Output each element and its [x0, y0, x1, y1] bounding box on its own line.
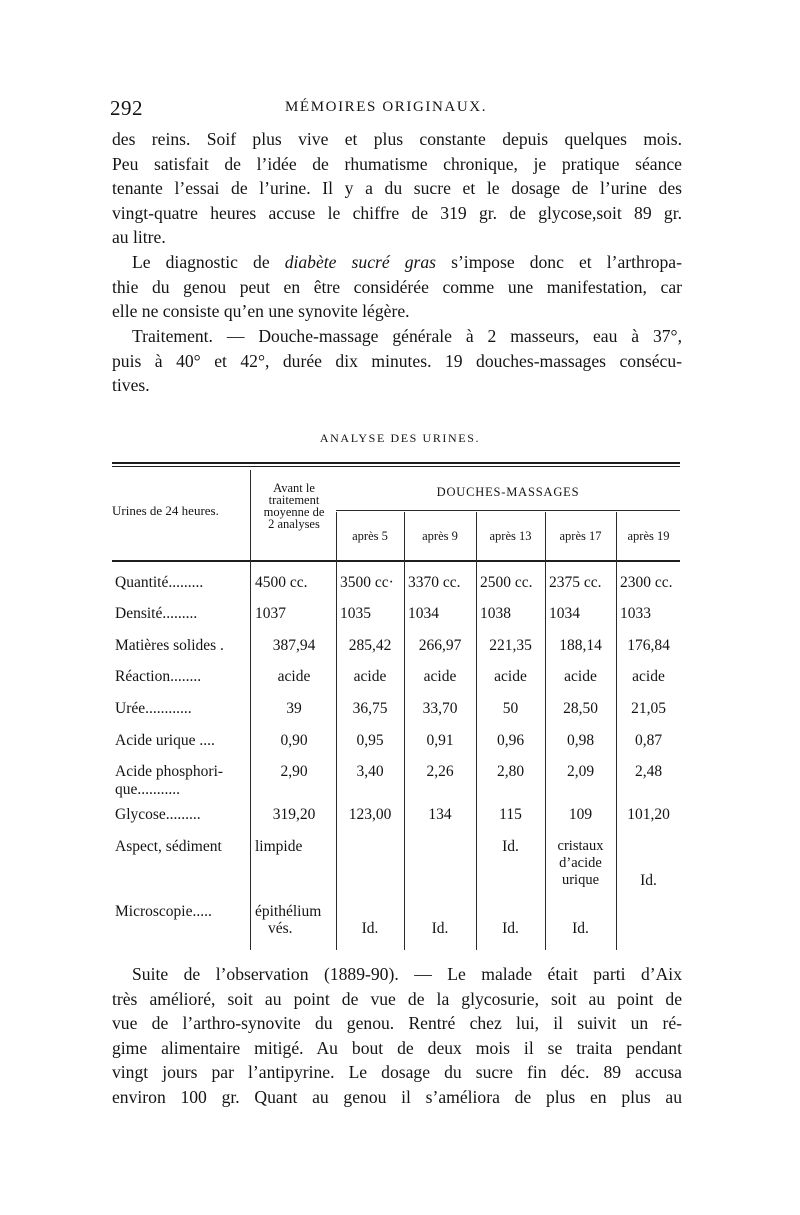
column-header: après 19 — [627, 529, 670, 543]
table-cell: urique — [561, 872, 600, 888]
table-cell: vés. — [268, 920, 293, 937]
table-cell: épithélium — [255, 903, 322, 920]
text-line: Peu satisfait de l’idée de rhumatisme chronique, je pratique séance — [112, 153, 682, 174]
table-cell: acide — [494, 668, 527, 685]
table-cell: 28,50 — [563, 700, 598, 717]
group-header: DOUCHES-MASSAGES — [436, 485, 580, 499]
row-label: Acide phosphori- — [115, 763, 224, 780]
before-treatment-header — [252, 482, 336, 530]
table-cell: 0,98 — [566, 732, 595, 749]
paragraph-3 — [112, 324, 682, 398]
text-run: Le diagnostic de — [132, 252, 285, 272]
text-line — [112, 250, 682, 275]
text-line: thie du genou peut en être considérée comme une manifestation, car — [112, 276, 682, 297]
table-cell: 36,75 — [352, 700, 388, 717]
text-line: très amélioré, soit au point de vue de la glycosurie, soit au point de — [112, 988, 682, 1009]
table-cell: acide — [277, 668, 311, 685]
table-cell: 1035 — [340, 605, 371, 622]
row-label: Densité......... — [115, 605, 198, 622]
table-cell: 2,26 — [426, 763, 454, 780]
text-line: tenante l’essai de l’urine. Il y a du sucre et le dosage de l’urine des — [112, 178, 682, 198]
row-label: Glycose......... — [115, 806, 201, 823]
table-cell: 123,00 — [348, 806, 392, 823]
table-cell: cristaux — [557, 838, 604, 854]
table-cell: 176,84 — [627, 637, 670, 654]
table-cell: Id. — [431, 920, 449, 937]
table-cell: 0,90 — [280, 732, 308, 749]
header-bottom-rule — [112, 560, 680, 562]
column-header: après 17 — [559, 529, 602, 543]
table-cell: 109 — [568, 806, 593, 823]
table-cell: 115 — [499, 806, 522, 823]
table-cell: 2,90 — [280, 763, 308, 780]
table-cell: Id. — [502, 920, 519, 937]
table-cell: 4500 cc. — [255, 574, 308, 591]
table-cell: 134 — [428, 806, 452, 823]
text-line: environ 100 gr. Quant au genou il s’améliora de plus en plus au — [112, 1086, 682, 1107]
table-cell: 3,40 — [356, 763, 384, 780]
table-cell: 50 — [502, 700, 519, 717]
table-cell: 266,97 — [418, 637, 462, 654]
header-line: 2 analyses — [268, 517, 320, 531]
text-line: vue de l’arthro-synovite du genou. Rentré chez lui, il suivit un ré- — [112, 1013, 682, 1033]
table-cell: 1034 — [408, 605, 439, 622]
text-line: Traitement. — Douche-massage générale à 2 masseurs, eau à 37°, — [132, 326, 682, 346]
table-cell: 2300 cc. — [620, 574, 673, 591]
table-cell: 2500 cc. — [480, 574, 533, 591]
header-line: Avant le — [273, 481, 315, 495]
table-cell: 1034 — [549, 605, 580, 622]
table-cell: Id. — [572, 920, 589, 937]
table-cell: 2,48 — [634, 763, 663, 780]
table-cell: d’acide — [559, 855, 602, 871]
table-cell: 0,91 — [426, 732, 454, 749]
table-cell: 101,20 — [627, 806, 670, 823]
text-line: tives. — [112, 375, 150, 395]
text-line: au litre. — [112, 227, 166, 247]
table-cell: 39 — [286, 700, 302, 717]
paragraph-1 — [112, 127, 682, 250]
table-top-rule-thin — [112, 466, 680, 467]
table-cell: 1033 — [620, 605, 651, 622]
column-divider — [250, 470, 251, 950]
table-title: ANALYSE DES URINES. — [319, 431, 481, 445]
row-label: que........... — [115, 781, 181, 798]
paragraph-4 — [112, 962, 682, 1109]
table-cell: 2,80 — [496, 763, 525, 780]
text-run: s’impose donc et l’arthropa- — [436, 252, 682, 272]
text-line: vingt jours par l’antipyrine. Le dosage du sucre fin déc. 89 accusa — [112, 1062, 682, 1082]
text-line: elle ne consiste qu’en une synovite légère. — [112, 301, 410, 321]
table-cell: 3370 cc. — [408, 574, 461, 591]
column-header: après 13 — [489, 529, 532, 543]
text-line: gime alimentaire mitigé. Au bout de deux mois il se traita pendant — [112, 1037, 682, 1058]
table-top-rule — [112, 462, 680, 464]
page-number: 292 — [110, 96, 143, 120]
row-label: Matières solides . — [115, 637, 224, 654]
row-label: Quantité......... — [115, 574, 204, 591]
row-label: Acide urique .... — [115, 732, 215, 749]
table-cell: Id. — [502, 838, 519, 855]
row-label: Urée............ — [115, 700, 192, 717]
table-cell: acide — [564, 668, 597, 685]
text-line: vingt-quatre heures accuse le chiffre de 319 gr. de glycose,soit 89 gr. — [112, 202, 682, 223]
text-line: Suite de l’observation (1889-90). — Le malade était parti d’Aix — [132, 964, 682, 984]
table-cell: 387,94 — [272, 637, 316, 654]
row-label: Aspect, sédiment — [115, 838, 222, 855]
table-cell: acide — [423, 668, 457, 685]
table-cell: acide — [632, 668, 665, 685]
text-line: des reins. Soif plus vive et plus constante depuis quelques mois. — [112, 129, 682, 149]
table-cell: acide — [353, 668, 387, 685]
table-cell: Id. — [640, 872, 657, 889]
header-line: traitement — [268, 493, 320, 507]
table-cell: 1037 — [255, 605, 286, 622]
row-label: Microscopie..... — [115, 903, 212, 920]
table-cell: 2375 cc. — [549, 574, 602, 591]
text-line: puis à 40° et 42°, durée dix minutes. 19 douches-massages consécu- — [112, 350, 682, 371]
table-cell: 2,09 — [566, 763, 595, 780]
emphasis-diagnosis: diabète sucré gras — [284, 252, 437, 272]
column-header: après 9 — [422, 529, 458, 543]
table-cell: limpide — [255, 838, 303, 855]
table-cell: 0,95 — [356, 732, 384, 749]
column-header: après 5 — [352, 529, 388, 543]
table-cell: 33,70 — [422, 700, 458, 717]
table-cell: Id. — [361, 920, 379, 937]
table-cell: 319,20 — [272, 806, 316, 823]
row-header-label: Urines de 24 heures. — [112, 503, 219, 518]
table-cell: 3500 cc· — [340, 574, 394, 591]
running-header — [110, 96, 690, 122]
table-cell: 221,35 — [489, 637, 532, 654]
table-cell: 21,05 — [631, 700, 666, 717]
paragraph-2 — [112, 250, 682, 324]
group-header-rule — [336, 510, 680, 511]
running-title: MÉMOIRES ORIGINAUX. — [285, 99, 488, 115]
row-label: Réaction........ — [115, 668, 202, 685]
table-cell: 188,14 — [559, 637, 602, 654]
table-cell: 0,96 — [496, 732, 525, 749]
table-cell: 0,87 — [634, 732, 663, 749]
table-cell: 1038 — [480, 605, 511, 622]
table-cell: 285,42 — [348, 637, 392, 654]
header-line: moyenne de — [263, 505, 325, 519]
